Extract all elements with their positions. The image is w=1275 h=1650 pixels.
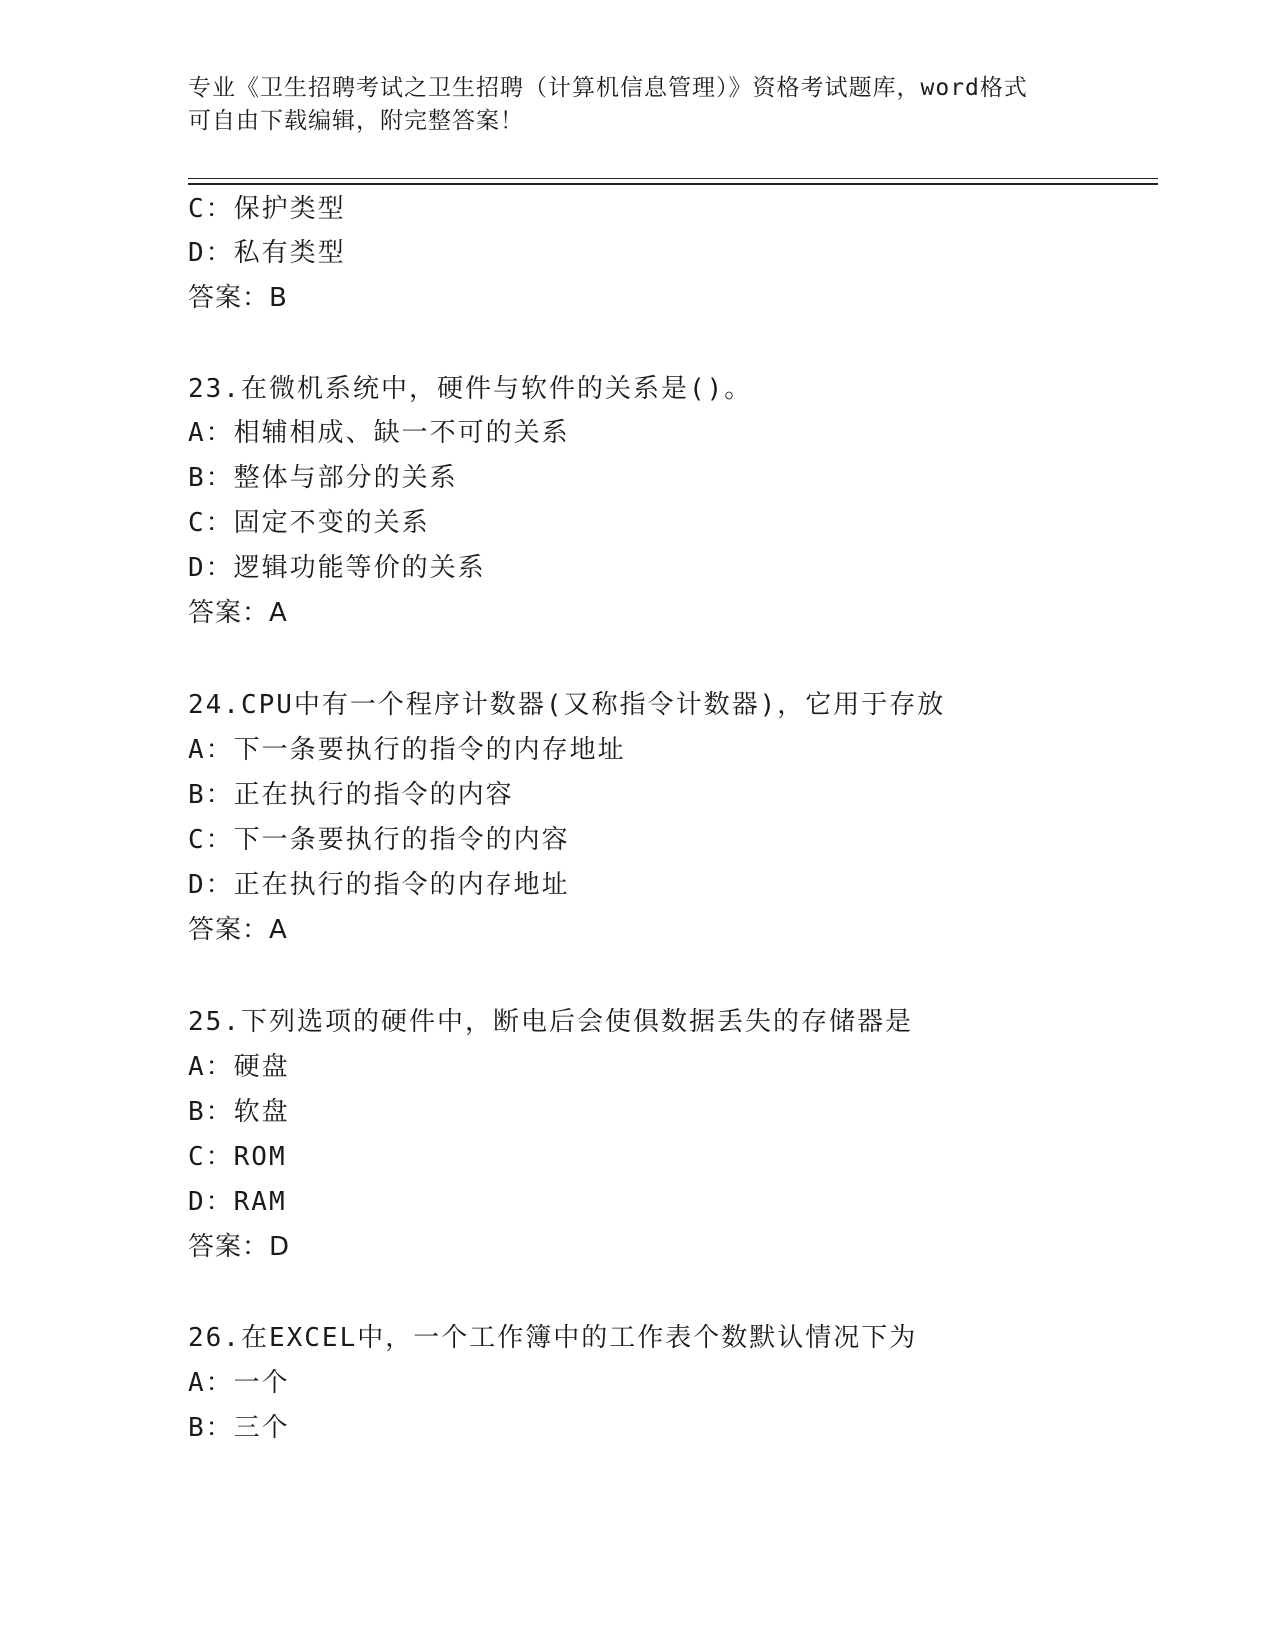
q26-option-a: A：一个	[188, 1368, 290, 1398]
q26-option-b: B：三个	[188, 1413, 290, 1443]
q24-answer: 答案：A	[188, 915, 288, 945]
q25-option-d: D：RAM	[188, 1187, 287, 1217]
header-divider-thin	[188, 178, 1158, 179]
q23-question: 23.在微机系统中，硬件与软件的关系是()。	[188, 374, 753, 404]
q25-option-c: C：ROM	[188, 1142, 287, 1172]
q24-question: 24.CPU中有一个程序计数器(又称指令计数器)，它用于存放	[188, 690, 946, 720]
header-line-2: 可自由下载编辑，附完整答案！	[188, 108, 524, 134]
q24-option-d: D：正在执行的指令的内存地址	[188, 870, 570, 900]
q23-answer: 答案：A	[188, 598, 288, 628]
q23-option-c: C：固定不变的关系	[188, 508, 430, 538]
q23-option-a: A：相辅相成、缺一不可的关系	[188, 418, 570, 448]
q25-option-b: B：软盘	[188, 1097, 290, 1127]
q23-option-b: B：整体与部分的关系	[188, 463, 458, 493]
header-line-1: 专业《卫生招聘考试之卫生招聘（计算机信息管理）》资格考试题库，word格式	[188, 75, 1028, 101]
q24-option-a: A：下一条要执行的指令的内存地址	[188, 735, 626, 765]
header-divider-thick	[188, 183, 1158, 185]
q25-option-a: A：硬盘	[188, 1052, 290, 1082]
document-header	[188, 72, 1088, 138]
q22-option-d: D：私有类型	[188, 238, 346, 268]
q24-option-b: B：正在执行的指令的内容	[188, 780, 514, 810]
q25-question: 25.下列选项的硬件中，断电后会使俱数据丢失的存储器是	[188, 1007, 913, 1037]
q24-option-c: C：下一条要执行的指令的内容	[188, 825, 570, 855]
q22-option-c: C：保护类型	[188, 194, 346, 224]
q25-answer: 答案：D	[188, 1232, 291, 1262]
q23-option-d: D：逻辑功能等价的关系	[188, 553, 486, 583]
q26-question: 26.在EXCEL中，一个工作簿中的工作表个数默认情况下为	[188, 1323, 918, 1353]
q22-answer: 答案：B	[188, 283, 288, 313]
